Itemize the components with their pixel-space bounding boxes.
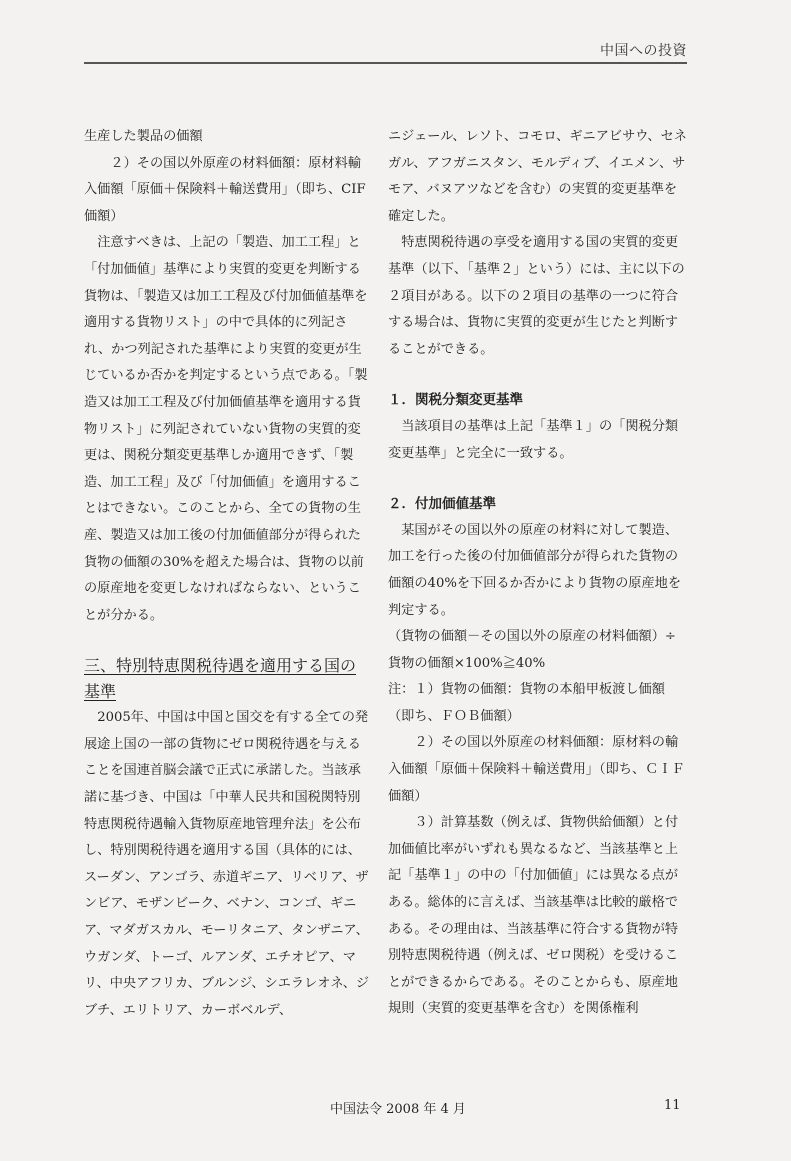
note: ３）計算基数（例えば、貨物供給価額）と付加価値比率がいずれも異なるなど、当該基準と上記「基準１」の中の「付加価値」には異なる点がある。総体的に言えば、当該基準は比較的厳格である。その理由は、当該基準に符合する貨物が特別特恵関税待遇（例えば、ゼロ関税）を受けることができるからである。そのことからも、原産地規則（実質的変更基準を含む）を関係権利 [388, 815, 679, 1017]
right-column [388, 124, 688, 1023]
note: ２）その国以外原産の材料価額：原材料の輸入価額「原価＋保険料＋輸送費用」（即ち、ＣＩＦ価額） [388, 735, 685, 804]
subsection-heading: １．関税分類変更基準 [388, 392, 523, 409]
spacer [84, 629, 370, 653]
running-header-title: 中国への投資 [600, 43, 687, 59]
footer-source: 中国法令 2008 年 4 月 [330, 1102, 466, 1117]
subsection-heading: ２．付加価値基準 [388, 496, 496, 513]
paragraph: 2005年、中国は中国と国交を有する全ての発展途上国の一部の貨物にゼロ関税待遇を与えることを国連首脳会議で正式に承諾した。当該承諾に基づき、中国は「中華人民共和国税関特別特恵関税待遇輸入貨物原産地管理弁法」を公布し、特別関税待遇を適用する国（具体的には、スーダン、アンゴラ、赤道ギニア、リベリア、ザンビア、モザンビーク、ベナン、コンゴ、ギニア、マダガスカル、モーリタニア、タンザニア、ウガンダ、トーゴ、ルアンダ、エチオピア、マリ、中央アフリカ、ブルンジ、シエラレオネ、ジブチ、エリトリア、カーボベルデ、 [84, 710, 370, 1018]
page-number: 11 [664, 1098, 681, 1113]
spacer [388, 363, 688, 387]
paragraph: ２）その国以外原産の材料価額：原材料輸入価額「原価＋保険料＋輸送費用」（即ち、CIF価額） [84, 155, 366, 224]
paragraph: ニジェール、レソト、コモロ、ギニアビサウ、セネガル、アフガニスタン、モルディブ、イエメン、サモア、バヌアツなどを含む）の実質的変更基準を確定した。 [388, 129, 687, 224]
paragraph: 当該項目の基準は上記「基準１」の「関税分類変更基準」と完全に一致する。 [388, 418, 679, 461]
paragraph: 注意すべきは、上記の「製造、加工工程」と「付加価値」基準により実質的変更を判断する貨物は、「製造又は加工工程及び付加価値基準を適用する貨物リスト」の中で具体的に列記され、かつ列記された基準により実質的変更が生じているか否かを判定するという点である。「製造又は加工工程及び付加価値基準を適用する貨物リスト」に列記されていない貨物の実質的変更は、関税分類変更基準しか適用できず、「製造、加工工程」及び「付加価値」を適用することはできない。このことから、全ての貨物の生産、製造又は加工後の付加価値部分が得られた貨物の価額の30%を超えた場合は、貨物の以前の原産地を変更しなければならない、ということが分かる。 [84, 235, 368, 623]
note: 注：１）貨物の価額：貨物の本船甲板渡し価額（即ち、ＦＯＢ価額） [388, 682, 665, 724]
left-column [84, 124, 370, 1024]
spacer [388, 467, 688, 491]
section-heading: 三、特別特恵関税待遇を適用する国の基準 [84, 656, 357, 702]
formula: （貨物の価額－その国以外の原産の材料価額）÷貨物の価額×100%≧40% [388, 629, 676, 671]
header-rule [84, 62, 687, 64]
paragraph: 生産した製品の価額 [84, 129, 203, 144]
paragraph: 特恵関税待遇の享受を適用する国の実質的変更基準（以下、「基準２」という）には、主に以下の２項目がある。以下の２項目の基準の一つに符合する場合は、貨物に実質的変更が生じたと判断することができる。 [388, 235, 685, 357]
paragraph: 某国がその国以外の原産の材料に対して製造、加工を行った後の付加価値部分が得られた貨物の価額の40%を下回るか否かにより貨物の原産地を判定する。 [388, 522, 682, 618]
